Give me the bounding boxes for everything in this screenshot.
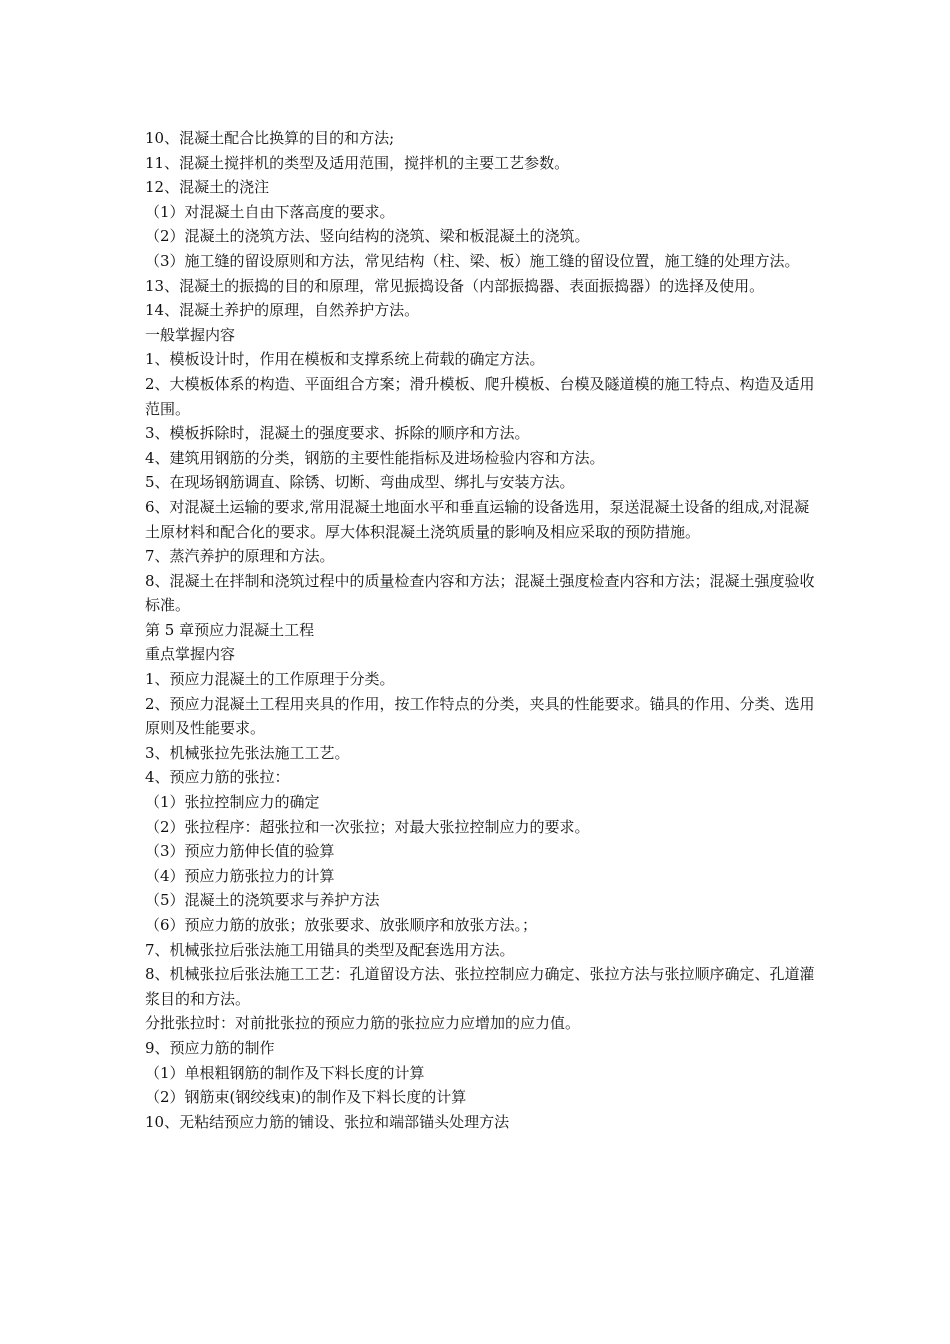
text-line: （2）钢筋束(钢绞线束)的制作及下料长度的计算	[145, 1088, 467, 1107]
text-line: 4、建筑用钢筋的分类，钢筋的主要性能指标及进场检验内容和方法。	[145, 448, 605, 467]
text-line: 4、预应力筋的张拉：	[145, 768, 290, 787]
text-line: 11、混凝土搅拌机的类型及适用范围，搅拌机的主要工艺参数。	[145, 153, 570, 172]
text-line: 7、机械张拉后张法施工用锚具的类型及配套选用方法。	[145, 940, 515, 959]
text-line: 8、机械张拉后张法施工工艺：孔道留设方法、张拉控制应力确定、张拉方法与张拉顺序确定、孔道灌浆目的和方法。	[145, 965, 815, 1008]
text-line: 13、混凝土的振捣的目的和原理，常见振捣设备（内部振捣器、表面振捣器）的选择及使用。	[145, 276, 765, 295]
text-line: 3、机械张拉先张法施工工艺。	[145, 743, 350, 762]
text-line: （3）预应力筋伸长值的验算	[145, 842, 335, 861]
document-body	[145, 126, 815, 1134]
text-line: 7、蒸汽养护的原理和方法。	[145, 547, 335, 566]
text-line: 2、预应力混凝土工程用夹具的作用，按工作特点的分类，夹具的性能要求。锚具的作用、分类、选用原则及性能要求。	[145, 694, 815, 738]
text-line: （2）张拉程序：超张拉和一次张拉；对最大张拉控制应力的要求。	[145, 817, 590, 836]
text-line: （1）单根粗钢筋的制作及下料长度的计算	[145, 1063, 425, 1082]
text-line: （1）张拉控制应力的确定	[145, 793, 320, 812]
text-line: 2、大模板体系的构造、平面组合方案；滑升模板、爬升模板、台模及隧道模的施工特点、构造及适用范围。	[145, 374, 815, 418]
text-line: 14、混凝土养护的原理，自然养护方法。	[145, 301, 420, 320]
text-line: 1、预应力混凝土的工作原理于分类。	[145, 670, 395, 689]
text-line: （3）施工缝的留设原则和方法，常见结构（柱、梁、板）施工缝的留设位置，施工缝的处理方法。	[145, 251, 800, 270]
section-heading: 重点掌握内容	[145, 645, 236, 664]
text-line: 10、无粘结预应力筋的铺设、张拉和端部锚头处理方法	[145, 1112, 510, 1131]
text-line: 分批张拉时：对前批张拉的预应力筋的张拉应力应增加的应力值。	[145, 1014, 581, 1033]
text-line: （4）预应力筋张拉力的计算	[145, 866, 335, 885]
text-line: 6、对混凝土运输的要求,常用混凝土地面水平和垂直运输的设备选用，泵送混凝土设备的组成,对混凝土原材料和配合化的要求。厚大体积混凝土浇筑质量的影响及相应采取的预防措施。	[145, 497, 810, 541]
chapter-heading: 第 5 章预应力混凝土工程	[145, 620, 315, 639]
text-line: 5、在现场钢筋调直、除锈、切断、弯曲成型、绑扎与安装方法。	[145, 473, 575, 492]
text-line: （5）混凝土的浇筑要求与养护方法	[145, 891, 380, 910]
section-heading: 12、混凝土的浇注	[145, 178, 270, 197]
text-line: 1、模板设计时，作用在模板和支撑系统上荷载的确定方法。	[145, 350, 545, 369]
text-line: （6）预应力筋的放张；放张要求、放张顺序和放张方法。；	[145, 916, 538, 934]
text-line: 3、模板拆除时，混凝土的强度要求、拆除的顺序和方法。	[145, 424, 530, 443]
text-line: 8、混凝土在拌制和浇筑过程中的质量检查内容和方法；混凝土强度检查内容和方法；混凝土强度验收标准。	[145, 571, 815, 615]
section-heading: 一般掌握内容	[145, 325, 236, 344]
text-line: （2）混凝土的浇筑方法、竖向结构的浇筑、梁和板混凝土的浇筑。	[145, 227, 590, 246]
text-line: 9、预应力筋的制作	[145, 1038, 275, 1057]
text-line: （1）对混凝土自由下落高度的要求。	[145, 202, 395, 221]
text-line: 10、混凝土配合比换算的目的和方法;	[145, 129, 395, 147]
